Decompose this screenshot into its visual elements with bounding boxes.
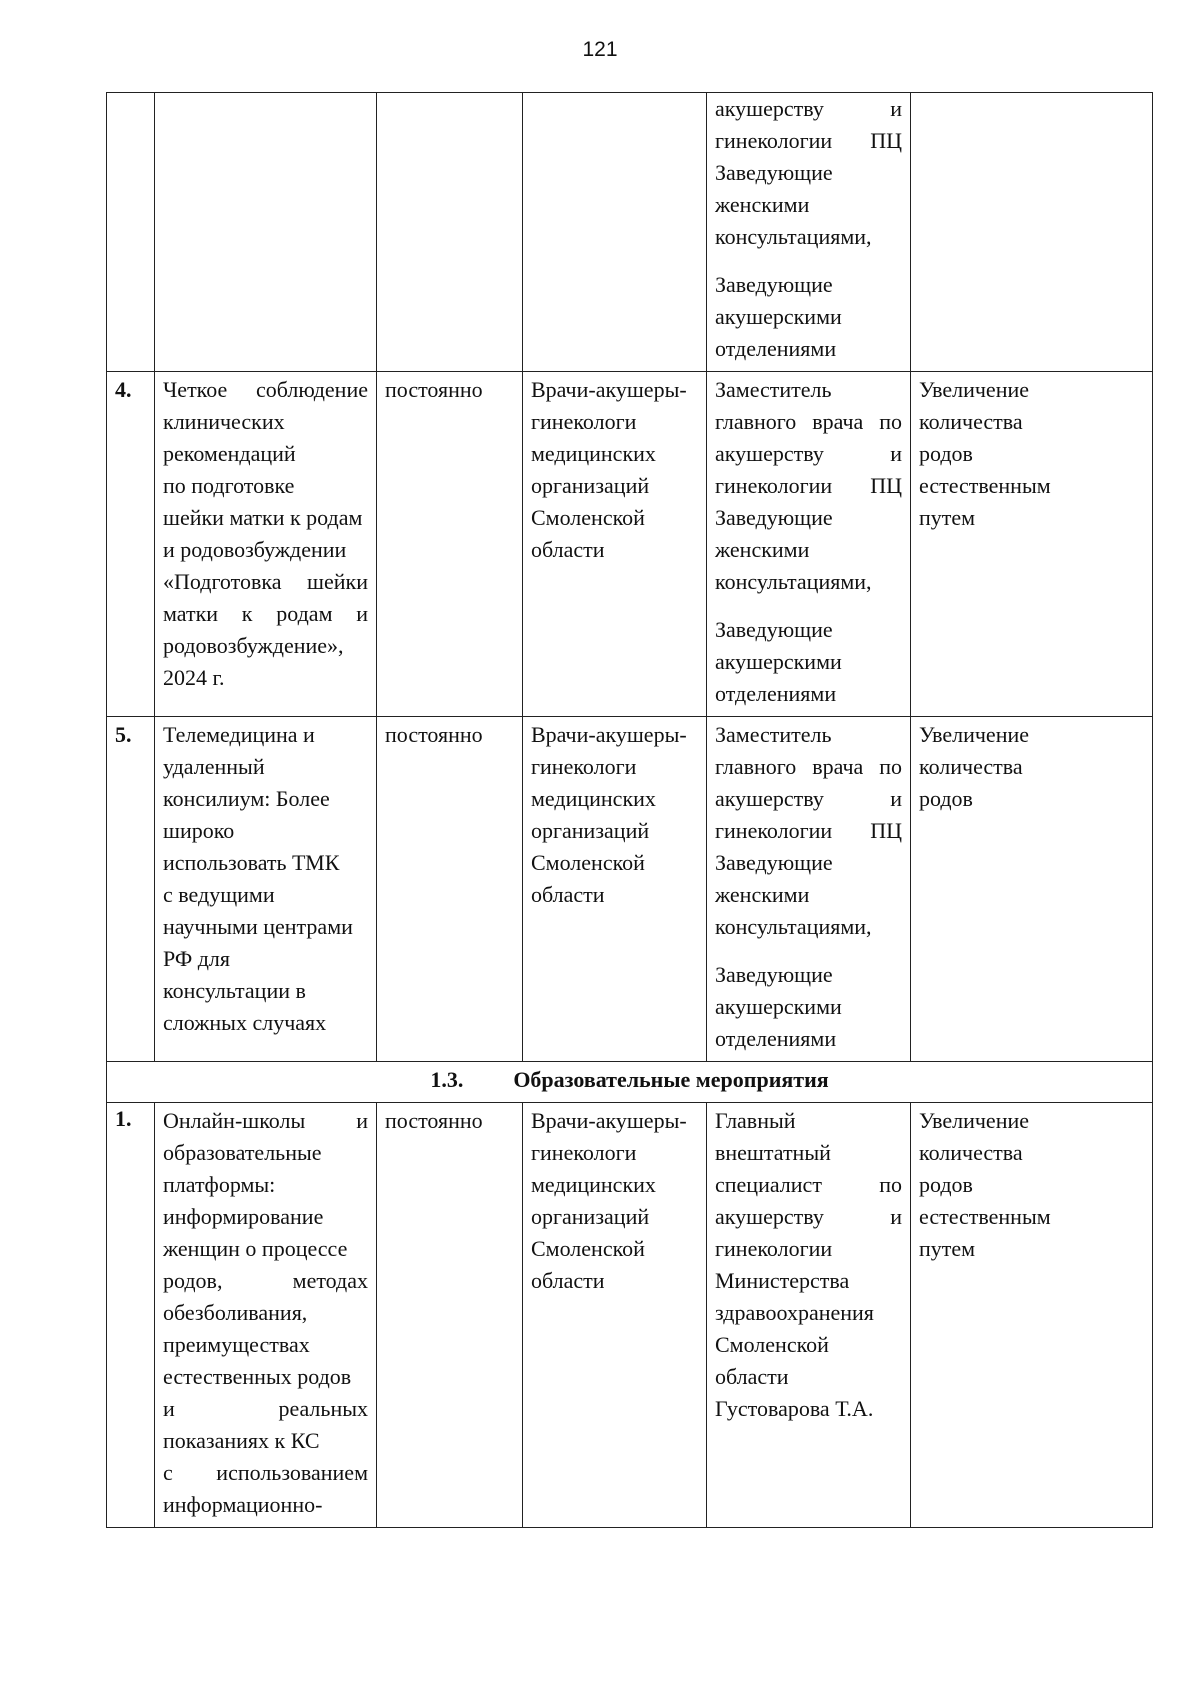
section-header-row <box>107 1062 1153 1103</box>
section-name: Образовательные мероприятия <box>513 1067 829 1092</box>
table-row <box>107 372 1153 717</box>
row-number: 5. <box>107 717 155 1062</box>
cell-responsible: Заместитель главного врача по акушерству и гинекологии ПЦ Заведующие женскими консультациями, Заведующие акушерскими отделениями <box>707 372 911 717</box>
cell-result <box>911 93 1153 372</box>
section-title <box>107 1062 1153 1103</box>
cell-term <box>377 93 523 372</box>
table-row <box>107 717 1153 1062</box>
row-number: 4. <box>107 372 155 717</box>
cell-term: постоянно <box>377 717 523 1062</box>
cell-term: постоянно <box>377 1103 523 1528</box>
cell-executors <box>523 93 707 372</box>
cell-term: постоянно <box>377 372 523 717</box>
cell-result: Увеличение количества родов <box>911 717 1153 1062</box>
cell-responsible: Заместитель главного врача по акушерству и гинекологии ПЦ Заведующие женскими консультациями, Заведующие акушерскими отделениями <box>707 717 911 1062</box>
cell-measure: Телемедицина и удаленный консилиум: Более широко использовать ТМК с ведущими научными центрами РФ для консультации в сложных случаях <box>155 717 377 1062</box>
table-row <box>107 1103 1153 1528</box>
cell-executors: Врачи-акушеры- гинекологи медицинских организаций Смоленской области <box>523 717 707 1062</box>
cell-responsible: акушерству и гинекологии ПЦ Заведующие женскими консультациями, Заведующие акушерскими отделениями <box>707 93 911 372</box>
cell-result: Увеличение количества родов естественным путем <box>911 1103 1153 1528</box>
cell-executors: Врачи-акушеры- гинекологи медицинских организаций Смоленской области <box>523 372 707 717</box>
cell-measure: Четкое соблюдение клинических рекомендаций по подготовке шейки матки к родам и родовозбуждении «Подготовка шейки матки к родам и родовозбуждение», 2024 г. <box>155 372 377 717</box>
cell-executors: Врачи-акушеры- гинекологи медицинских организаций Смоленской области <box>523 1103 707 1528</box>
plan-table <box>106 92 1153 1528</box>
cell-result: Увеличение количества родов естественным путем <box>911 372 1153 717</box>
cell-measure <box>155 93 377 372</box>
row-number: 1. <box>107 1103 155 1528</box>
cell-measure: Онлайн-школы и образовательные платформы: информирование женщин о процессе родов, методах обезболивания, преимуществах естественных родов и реальных показаниях к КС с использованием информационно- <box>155 1103 377 1528</box>
cell-num <box>107 93 155 372</box>
section-number: 1.3. <box>430 1067 464 1092</box>
cell-responsible: Главный внештатный специалист по акушерству и гинекологии Министерства здравоохранения Смоленской области Густоварова Т.А. <box>707 1103 911 1528</box>
page-number: 121 <box>582 38 618 61</box>
table-row-continuation <box>107 93 1153 372</box>
